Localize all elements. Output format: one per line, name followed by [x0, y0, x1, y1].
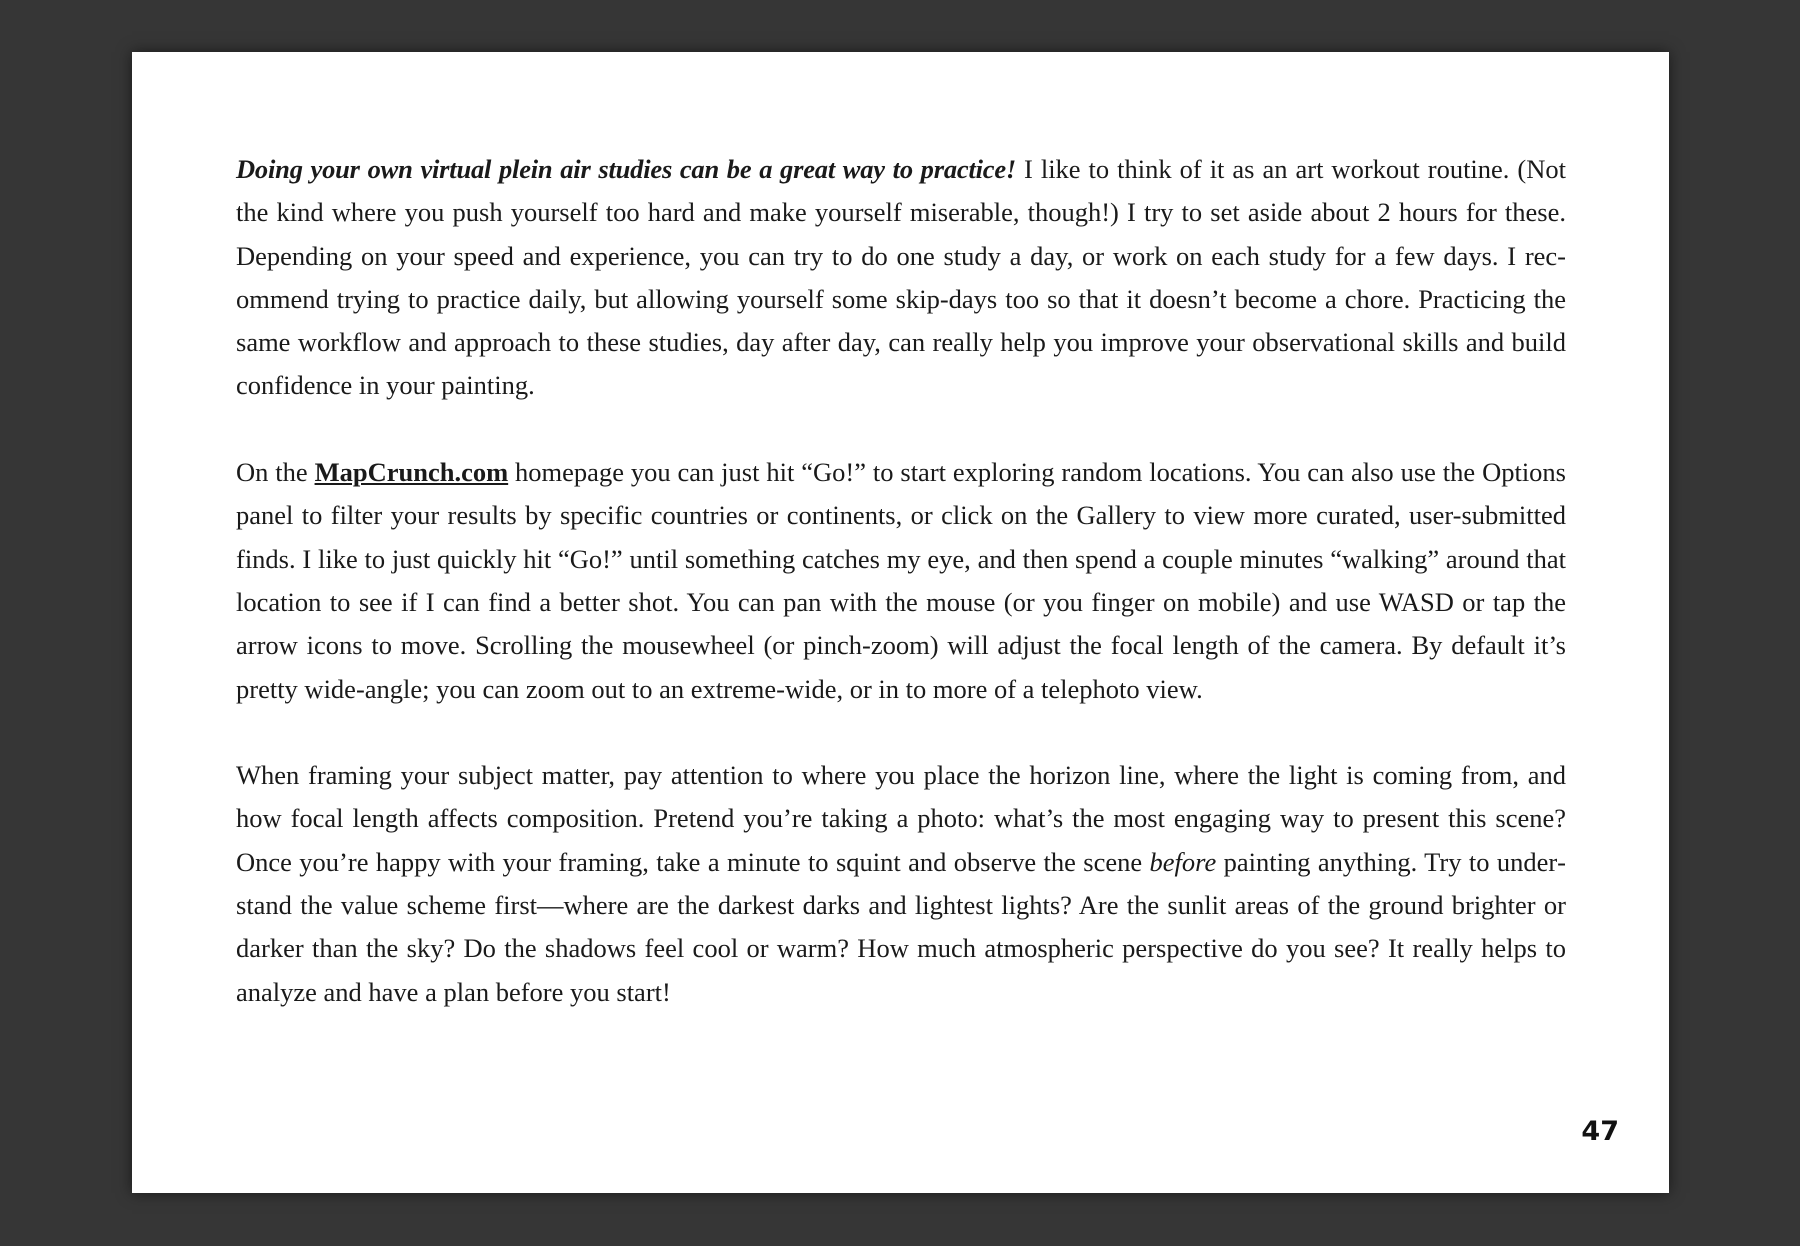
paragraph-1-text: I like to think of it as an art workout routine. (Not the kind where you push yourself too hard and make yourself miserable, though!) I try to set aside about 2 hours for these. Depending on your speed and experience, you can try to do one study a day, or work on each study for a few days. I recommend trying to practice daily, but allowing yourself some skip-days too so that it doesn’t become a chore. Practicing the same workflow and approach to these studies, day after day, can really help you improve your observational skills and build confidence in your painting. — [236, 154, 1566, 401]
document-page — [132, 52, 1669, 1193]
paragraph-3-text-start: When framing your subject matter, pay attention to where you place the horizon line, where the light is coming from, and how focal length affects composition. Pretend you’re taking a photo: what’s the most engaging way to present this scene? Once you’re happy with your framing, take a minute to squint and observe the scene — [236, 760, 1566, 877]
emphasis-before: before — [1149, 846, 1217, 877]
lead-sentence: Doing your own virtual plein air studies can be a great way to practice! — [236, 154, 1017, 184]
page-number: 47 — [1581, 1116, 1619, 1147]
paragraph-2-text: homepage you can just hit “Go!” to start exploring random locations. You can also use the Options panel to filter your results by specific countries or continents, or click on the Gallery to view more curated, user-submitted finds. I like to just quickly hit “Go!” until something catches my eye, and then spend a couple minutes “walking” around that location to see if I can find a better shot. You can pan with the mouse (or you finger on mobile) and use WASD or tap the arrow icons to move. Scrolling the mousewheel (or pinch-zoom) will adjust the focal length of the camera. By default it’s pretty wide-angle; you can zoom out to an extreme-wide, or in to more of a telephoto view. — [236, 457, 1566, 704]
paragraph-1 — [236, 148, 1566, 408]
paragraph-3-text-end: painting anything. Try to understand the value scheme first—where are the darkest darks and lightest lights? Are the sunlit areas of the ground brighter or darker than the sky? Do the shadows feel cool or warm? How much atmospheric perspective do you see? It really helps to analyze and have a plan before you start! — [236, 846, 1566, 1007]
mapcrunch-link[interactable]: MapCrunch.com — [314, 457, 509, 488]
paragraph-2-intro: On the — [236, 457, 315, 488]
page-content — [236, 148, 1566, 1057]
paragraph-2 — [236, 451, 1566, 711]
paragraph-3 — [236, 754, 1566, 1014]
